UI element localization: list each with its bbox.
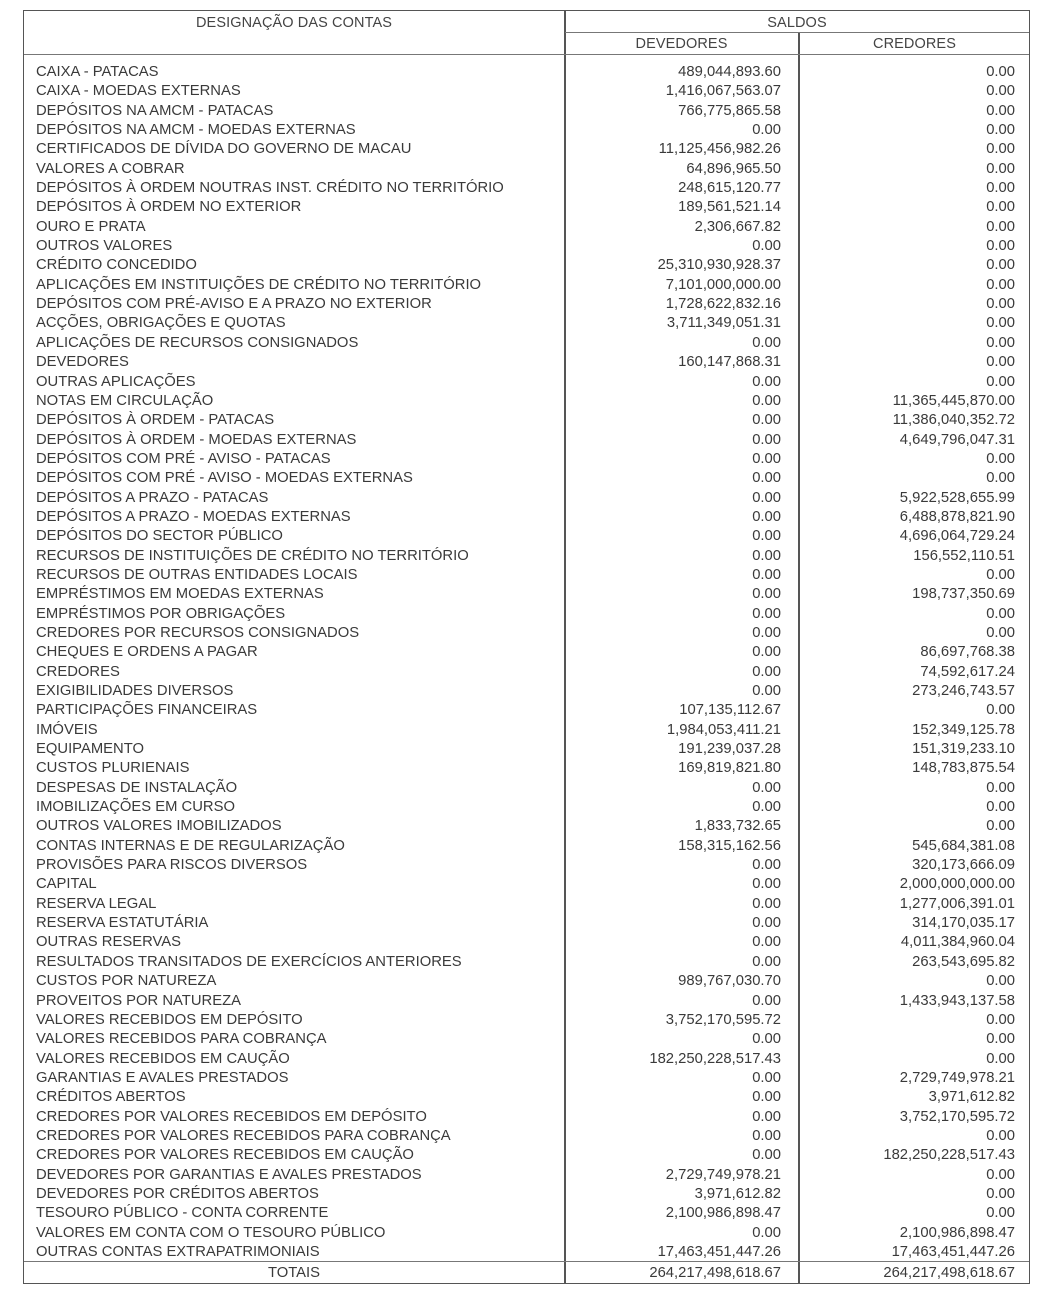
account-name: OUTRAS CONTAS EXTRAPATRIMONIAIS (36, 1243, 320, 1260)
account-name: NOTAS EM CIRCULAÇÃO (36, 392, 214, 409)
table-row (24, 1146, 1029, 1165)
table-row (24, 837, 1029, 856)
credit-value: 182,250,228,517.43 (883, 1147, 1015, 1164)
debit-value: 0.00 (752, 1127, 781, 1144)
debit-value: 0.00 (752, 1108, 781, 1125)
debit-value: 489,044,893.60 (678, 64, 781, 80)
table-row (24, 1185, 1029, 1204)
debit-value: 17,463,451,447.26 (657, 1243, 781, 1260)
debit-value: 0.00 (752, 857, 781, 874)
debit-value: 0.00 (752, 470, 781, 487)
debit-value: 64,896,965.50 (686, 160, 781, 177)
table-row (24, 1204, 1029, 1223)
debit-value: 2,729,749,978.21 (665, 1166, 781, 1183)
credit-value: 5,922,528,655.99 (899, 489, 1015, 506)
credit-value: 273,246,743.57 (912, 683, 1015, 699)
account-name: DEPÓSITOS À ORDEM - PATACAS (36, 412, 275, 429)
account-name: OUTROS VALORES (36, 238, 173, 255)
table-row (24, 605, 1029, 624)
table-row (24, 566, 1029, 585)
table-row (24, 527, 1029, 546)
debit-value: 0.00 (752, 1224, 781, 1241)
credit-value: 0.00 (986, 450, 1015, 467)
debit-value: 0.00 (752, 566, 781, 583)
credit-value: 0.00 (986, 64, 1015, 80)
table-row (24, 237, 1029, 256)
credit-value: 0.00 (986, 334, 1015, 351)
account-name: DEPÓSITOS À ORDEM NOUTRAS INST. CRÉDITO NO TERRITÓRIO (36, 180, 504, 197)
credit-value: 1,277,006,391.01 (899, 895, 1015, 912)
credit-value: 156,552,110.51 (913, 547, 1015, 564)
account-name: DEPÓSITOS NA AMCM - PATACAS (36, 102, 274, 119)
account-name: DEPÓSITOS COM PRÉ - AVISO - PATACAS (36, 450, 331, 467)
table-row (24, 218, 1029, 237)
credit-value: 0.00 (986, 238, 1015, 255)
credit-value: 0.00 (986, 296, 1015, 313)
credit-value: 0.00 (986, 973, 1015, 990)
debit-value: 0.00 (752, 1089, 781, 1106)
header-balances: SALDOS (767, 15, 827, 31)
account-name: EMPRÉSTIMOS EM MOEDAS EXTERNAS (36, 586, 324, 603)
table-row (24, 392, 1029, 411)
debit-value: 0.00 (752, 779, 781, 796)
credit-value: 0.00 (986, 1011, 1015, 1028)
totals-devedores: 264,217,498,618.67 (649, 1265, 781, 1281)
credit-value: 0.00 (986, 702, 1015, 719)
table-row (24, 895, 1029, 914)
header-credit: CREDORES (873, 36, 956, 52)
debit-value: 0.00 (752, 373, 781, 390)
debit-value: 1,416,067,563.07 (665, 83, 781, 100)
totals-row (24, 1262, 1029, 1284)
account-name: DEPÓSITOS COM PRÉ - AVISO - MOEDAS EXTERNAS (36, 470, 413, 487)
credit-value: 2,000,000,000.00 (899, 876, 1015, 893)
credit-value: 0.00 (986, 373, 1015, 390)
account-name: TESOURO PÚBLICO - CONTA CORRENTE (36, 1205, 329, 1222)
table-row (24, 276, 1029, 295)
header-debit: DEVEDORES (635, 36, 728, 52)
debit-value: 1,728,622,832.16 (665, 296, 781, 313)
account-name: APLICAÇÕES EM INSTITUIÇÕES DE CRÉDITO NO TERRITÓRIO (36, 276, 482, 293)
credit-value: 1,433,943,137.58 (899, 992, 1015, 1009)
table-row (24, 63, 1029, 82)
credit-value: 151,319,233.10 (912, 741, 1015, 758)
debit-value: 0.00 (752, 992, 781, 1009)
table-row (24, 740, 1029, 759)
account-name: OUTRAS RESERVAS (36, 934, 181, 951)
account-name: VALORES RECEBIDOS EM CAUÇÃO (36, 1050, 290, 1067)
table-row (24, 1088, 1029, 1107)
table-row (24, 992, 1029, 1011)
debit-value: 189,561,521.14 (678, 199, 781, 216)
account-name: RESERVA LEGAL (36, 895, 157, 912)
credit-value: 0.00 (986, 605, 1015, 622)
table-row (24, 817, 1029, 836)
account-name: DEPÓSITOS À ORDEM - MOEDAS EXTERNAS (36, 431, 357, 448)
account-name: DEVEDORES (36, 354, 129, 371)
debit-value: 0.00 (752, 644, 781, 661)
debit-value: 25,310,930,928.37 (657, 257, 781, 274)
credit-value: 320,173,666.09 (912, 857, 1015, 874)
table-row (24, 1050, 1029, 1069)
debit-value: 0.00 (752, 605, 781, 622)
credit-value: 2,729,749,978.21 (899, 1069, 1015, 1086)
debit-value: 2,306,667.82 (694, 218, 781, 235)
debit-value: 7,101,000,000.00 (665, 276, 781, 293)
credit-value: 2,100,986,898.47 (899, 1224, 1015, 1241)
account-name: DEPÓSITOS A PRAZO - PATACAS (36, 489, 269, 506)
credit-value: 148,783,875.54 (912, 760, 1015, 777)
debit-value: 0.00 (752, 122, 781, 139)
credit-value: 86,697,768.38 (920, 644, 1015, 661)
account-name: VALORES A COBRAR (36, 160, 185, 177)
account-name: DEPÓSITOS COM PRÉ-AVISO E A PRAZO NO EXTERIOR (36, 296, 432, 313)
account-name: DEPÓSITOS A PRAZO - MOEDAS EXTERNAS (36, 508, 351, 525)
debit-value: 0.00 (752, 1069, 781, 1086)
credit-value: 0.00 (986, 141, 1015, 158)
account-name: GARANTIAS E AVALES PRESTADOS (36, 1069, 289, 1086)
credit-value: 11,365,445,870.00 (892, 392, 1015, 409)
table-row (24, 1108, 1029, 1127)
table-row (24, 102, 1029, 121)
account-name: ACÇÕES, OBRIGAÇÕES E QUOTAS (36, 315, 286, 332)
debit-value: 2,100,986,898.47 (665, 1205, 781, 1222)
account-name: DEPÓSITOS À ORDEM NO EXTERIOR (36, 199, 302, 216)
debit-value: 0.00 (752, 1031, 781, 1048)
table-row (24, 1030, 1029, 1049)
credit-value: 0.00 (986, 1031, 1015, 1048)
table-row (24, 431, 1029, 450)
credit-value: 0.00 (986, 276, 1015, 293)
account-name: DEVEDORES POR GARANTIAS E AVALES PRESTADOS (36, 1166, 422, 1183)
debit-value: 3,711,349,051.31 (666, 315, 781, 332)
debit-value: 0.00 (752, 624, 781, 641)
account-name: DEPÓSITOS NA AMCM - MOEDAS EXTERNAS (36, 122, 356, 139)
credit-value: 0.00 (986, 1050, 1015, 1067)
table-row (24, 1243, 1029, 1262)
credit-value: 3,971,612.82 (928, 1089, 1015, 1106)
table-row (24, 334, 1029, 353)
table-row (24, 140, 1029, 159)
debit-value: 248,615,120.77 (678, 180, 781, 197)
table-row (24, 353, 1029, 372)
table-row (24, 1069, 1029, 1088)
debit-value: 0.00 (752, 953, 781, 970)
header-bottom-line (24, 54, 1029, 55)
debit-value: 160,147,868.31 (678, 354, 781, 371)
account-name: APLICAÇÕES DE RECURSOS CONSIGNADOS (36, 334, 359, 351)
debit-value: 0.00 (752, 450, 781, 467)
account-name: EXIGIBILIDADES DIVERSOS (36, 683, 234, 699)
credit-value: 152,349,125.78 (912, 721, 1015, 738)
account-name: DEPÓSITOS DO SECTOR PÚBLICO (36, 528, 283, 545)
credit-value: 17,463,451,447.26 (891, 1243, 1015, 1260)
credit-value: 314,170,035.17 (912, 915, 1015, 932)
account-name: CUSTOS PLURIENAIS (36, 760, 190, 777)
header-accounts: DESIGNAÇÃO DAS CONTAS (195, 15, 392, 31)
table-row (24, 1127, 1029, 1146)
table-row (24, 856, 1029, 875)
table-row (24, 198, 1029, 217)
table-row (24, 295, 1029, 314)
credit-value: 0.00 (986, 180, 1015, 197)
debit-value: 0.00 (752, 334, 781, 351)
table-row (24, 82, 1029, 101)
table-row (24, 411, 1029, 430)
account-name: CAIXA - MOEDAS EXTERNAS (36, 83, 241, 100)
debit-value: 1,833,732.65 (694, 818, 781, 835)
account-name: RECURSOS DE OUTRAS ENTIDADES LOCAIS (36, 566, 358, 583)
credit-value: 0.00 (986, 218, 1015, 235)
account-name: VALORES EM CONTA COM O TESOURO PÚBLICO (36, 1224, 386, 1241)
debit-value: 766,775,865.58 (678, 102, 781, 119)
table-row (24, 933, 1029, 952)
table-row (24, 1011, 1029, 1030)
debit-value: 11,125,456,982.26 (658, 141, 781, 158)
debit-value: 0.00 (752, 508, 781, 525)
debit-value: 169,819,821.80 (678, 760, 781, 777)
balance-table (23, 10, 1030, 1284)
account-name: CREDORES POR VALORES RECEBIDOS PARA COBRANÇA (36, 1127, 451, 1144)
account-name: RESULTADOS TRANSITADOS DE EXERCÍCIOS ANTERIORES (36, 953, 462, 970)
table-row (24, 953, 1029, 972)
table-row (24, 1166, 1029, 1185)
table-row (24, 585, 1029, 604)
debit-value: 107,135,112.67 (679, 702, 781, 719)
debit-value: 0.00 (752, 915, 781, 932)
debit-value: 182,250,228,517.43 (649, 1050, 781, 1067)
credit-value: 0.00 (986, 83, 1015, 100)
credit-value: 0.00 (986, 1166, 1015, 1183)
table-row (24, 972, 1029, 991)
table-row (24, 701, 1029, 720)
table-row (24, 160, 1029, 179)
account-name: DEVEDORES POR CRÉDITOS ABERTOS (36, 1185, 319, 1202)
credit-value: 4,696,064,729.24 (899, 528, 1015, 545)
table-row (24, 179, 1029, 198)
table-row (24, 450, 1029, 469)
account-name: CHEQUES E ORDENS A PAGAR (36, 644, 258, 661)
debit-value: 0.00 (752, 895, 781, 912)
table-row (24, 1224, 1029, 1243)
totals-label: TOTAIS (267, 1265, 321, 1281)
table-row (24, 721, 1029, 740)
credit-value: 545,684,381.08 (912, 837, 1015, 854)
table-row (24, 914, 1029, 933)
credit-value: 0.00 (986, 1127, 1015, 1144)
debit-value: 0.00 (752, 876, 781, 893)
credit-value: 198,737,350.69 (912, 586, 1015, 603)
credit-value: 0.00 (986, 122, 1015, 139)
account-name: CREDORES POR RECURSOS CONSIGNADOS (36, 624, 360, 641)
account-name: CREDORES POR VALORES RECEBIDOS EM DEPÓSITO (36, 1108, 427, 1125)
credit-value: 0.00 (986, 818, 1015, 835)
table-row (24, 121, 1029, 140)
credit-value: 0.00 (986, 566, 1015, 583)
credit-value: 0.00 (986, 1205, 1015, 1222)
table-row (24, 547, 1029, 566)
account-rows (24, 63, 1029, 1262)
credit-value: 3,752,170,595.72 (899, 1108, 1015, 1125)
credit-value: 6,488,878,821.90 (899, 508, 1015, 525)
account-name: PARTICIPAÇÕES FINANCEIRAS (36, 702, 258, 719)
credit-value: 0.00 (986, 470, 1015, 487)
account-name: CAIXA - PATACAS (36, 64, 159, 80)
credit-value: 263,543,695.82 (912, 953, 1015, 970)
credit-value: 0.00 (986, 624, 1015, 641)
table-row (24, 469, 1029, 488)
debit-value: 0.00 (752, 528, 781, 545)
credit-value: 0.00 (986, 199, 1015, 216)
account-name: CRÉDITO CONCEDIDO (36, 257, 197, 274)
debit-value: 0.00 (752, 489, 781, 506)
table-row (24, 682, 1029, 701)
credit-value: 74,592,617.24 (920, 663, 1015, 680)
debit-value: 3,971,612.82 (694, 1185, 781, 1202)
account-name: RECURSOS DE INSTITUIÇÕES DE CRÉDITO NO TERRITÓRIO (36, 547, 469, 564)
account-name: VALORES RECEBIDOS EM DEPÓSITO (36, 1011, 303, 1028)
debit-value: 0.00 (752, 431, 781, 448)
table-row (24, 643, 1029, 662)
table-row (24, 798, 1029, 817)
table-row (24, 256, 1029, 275)
credit-value: 11,386,040,352.72 (892, 412, 1015, 429)
account-name: EMPRÉSTIMOS POR OBRIGAÇÕES (36, 605, 286, 622)
debit-value: 0.00 (752, 663, 781, 680)
table-row (24, 508, 1029, 527)
credit-value: 4,649,796,047.31 (899, 431, 1015, 448)
account-name: EQUIPAMENTO (36, 741, 144, 758)
debit-value: 0.00 (752, 683, 781, 699)
account-name: CONTAS INTERNAS E DE REGULARIZAÇÃO (36, 837, 345, 854)
debit-value: 0.00 (752, 238, 781, 255)
debit-value: 158,315,162.56 (678, 837, 781, 854)
account-name: RESERVA ESTATUTÁRIA (36, 915, 209, 932)
credit-value: 4,011,384,960.04 (900, 934, 1015, 951)
account-name: CAPITAL (36, 876, 97, 893)
debit-value: 0.00 (752, 1147, 781, 1164)
table-row (24, 875, 1029, 894)
debit-value: 0.00 (752, 934, 781, 951)
debit-value: 3,752,170,595.72 (665, 1011, 781, 1028)
account-name: VALORES RECEBIDOS PARA COBRANÇA (36, 1031, 327, 1048)
account-name: IMÓVEIS (36, 721, 98, 738)
credit-value: 0.00 (986, 779, 1015, 796)
credit-value: 0.00 (986, 257, 1015, 274)
account-name: OUTROS VALORES IMOBILIZADOS (36, 818, 282, 835)
debit-value: 0.00 (752, 392, 781, 409)
account-name: CRÉDITOS ABERTOS (36, 1089, 186, 1106)
table-row (24, 624, 1029, 643)
debit-value: 191,239,037.28 (678, 741, 781, 758)
account-name: PROVISÕES PARA RISCOS DIVERSOS (36, 857, 308, 874)
debit-value: 0.00 (752, 586, 781, 603)
credit-value: 0.00 (986, 799, 1015, 816)
credit-value: 0.00 (986, 354, 1015, 371)
table-row (24, 663, 1029, 682)
debit-value: 1,984,053,411.21 (666, 721, 781, 738)
table-row (24, 314, 1029, 333)
credit-value: 0.00 (986, 160, 1015, 177)
debit-value: 0.00 (752, 547, 781, 564)
account-name: IMOBILIZAÇÕES EM CURSO (36, 799, 235, 816)
account-name: OURO E PRATA (36, 218, 146, 235)
debit-value: 989,767,030.70 (678, 973, 781, 990)
table-row (24, 759, 1029, 778)
account-name: DESPESAS DE INSTALAÇÃO (36, 779, 238, 796)
totals-credores: 264,217,498,618.67 (883, 1265, 1015, 1281)
account-name: CUSTOS POR NATUREZA (36, 973, 217, 990)
table-row (24, 779, 1029, 798)
account-name: PROVEITOS POR NATUREZA (36, 992, 241, 1009)
credit-value: 0.00 (986, 1185, 1015, 1202)
debit-value: 0.00 (752, 412, 781, 429)
account-name: CREDORES POR VALORES RECEBIDOS EM CAUÇÃO (36, 1147, 414, 1164)
account-name: CERTIFICADOS DE DÍVIDA DO GOVERNO DE MACAU (36, 141, 412, 158)
account-name: OUTRAS APLICAÇÕES (36, 373, 196, 390)
table-row (24, 373, 1029, 392)
credit-value: 0.00 (986, 315, 1015, 332)
credit-value: 0.00 (986, 102, 1015, 119)
account-name: CREDORES (36, 663, 120, 680)
debit-value: 0.00 (752, 799, 781, 816)
table-row (24, 489, 1029, 508)
header-divider-saldos (565, 32, 1029, 33)
